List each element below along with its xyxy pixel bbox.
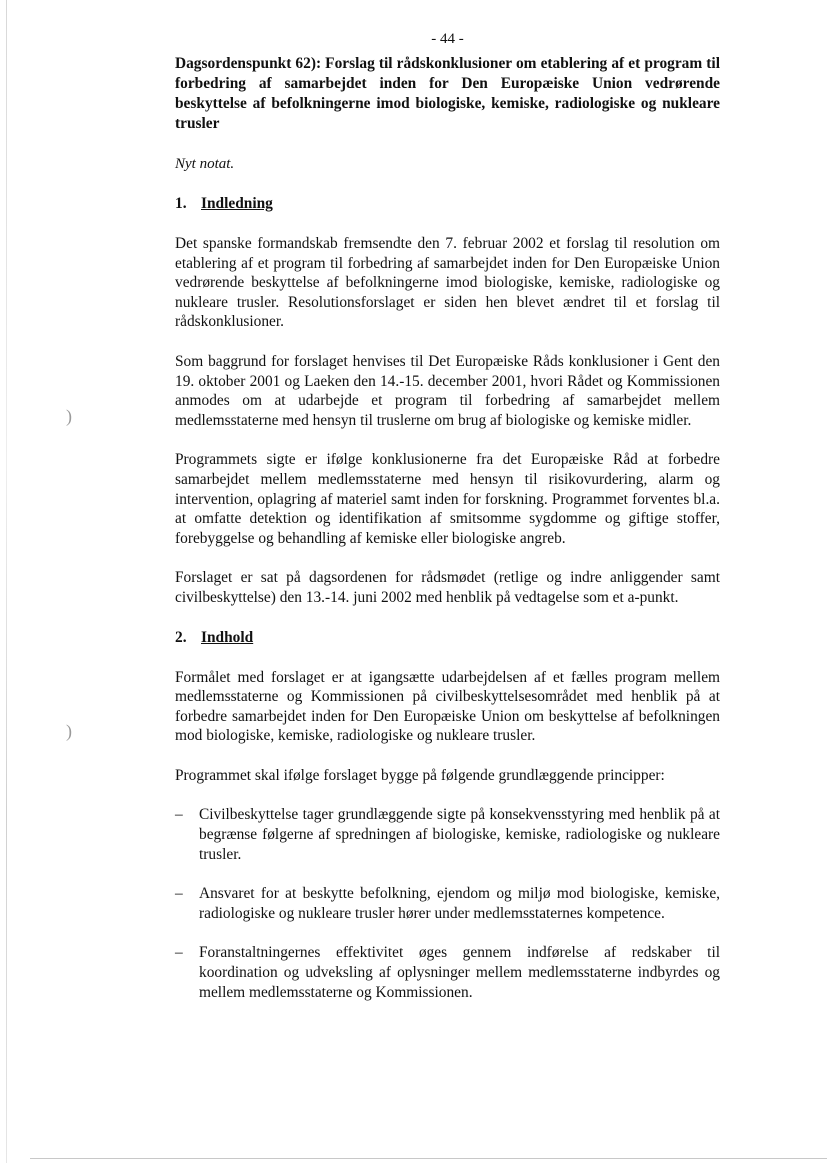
punch-hole-mark-upper: ) bbox=[66, 406, 72, 426]
document-body bbox=[175, 30, 720, 1002]
list-item-text: Foranstaltningernes effektivitet øges gennem indførelse af redskaber til koordination og udveksling af oplysninger mellem medlemsstaterne indbyrdes og mellem medlemsstaterne og Kommissionen. bbox=[199, 944, 720, 1001]
list-item bbox=[175, 943, 720, 1002]
paragraph: Forslaget er sat på dagsordenen for rådsmødet (retlige og indre anliggender samt civilbeskyttelse) den 13.-14. juni 2002 med henblik på vedtagelse som et a-punkt. bbox=[175, 569, 720, 606]
punch-hole-mark-lower: ) bbox=[66, 721, 72, 741]
agenda-item-title: Dagsordenspunkt 62): Forslag til rådskonklusioner om etablering af et program til forbedring af samarbejdet inden for Den Europæiske Union vedrørende beskyttelse af befolkningerne imod biologiske, kemiske, radiologiske og nukleare trusler bbox=[175, 55, 720, 132]
bullet-dash: – bbox=[175, 806, 183, 824]
section-introduction bbox=[175, 194, 720, 608]
section-title: Indledning bbox=[201, 195, 273, 212]
page-number: - 44 - bbox=[431, 31, 464, 47]
section-number: 2. bbox=[175, 628, 187, 646]
paragraph: Programmets sigte er ifølge konklusionerne fra det Europæiske Råd at forbedre samarbejdet mellem medlemsstaterne med hensyn til risikovurdering, alarm og intervention, oplagring af materiel samt inden for forskning. Programmet forventes bl.a. at omfatte detektion og identifikation af smitsomme sygdomme og giftige stoffer, forebyggelse og behandling af kemiske eller biologiske angreb. bbox=[175, 451, 720, 547]
paragraph: Som baggrund for forslaget henvises til Det Europæiske Råds konklusioner i Gent den 19. oktober 2001 og Laeken den 14.-15. december 2001, hvori Rådet og Kommissionen anmodes om at udarbejde et program til forbedring af samarbejdet mellem medlemsstaterne med hensyn til truslerne om brug af biologiske og kemiske midler. bbox=[175, 352, 720, 429]
section-title: Indhold bbox=[201, 628, 254, 646]
scan-left-edge bbox=[6, 0, 7, 1163]
scan-bottom-edge bbox=[30, 1158, 827, 1159]
section-heading bbox=[175, 628, 720, 648]
principles-list bbox=[175, 805, 720, 1002]
paragraph: Formålet med forslaget er at igangsætte udarbejdelsen af et fælles program mellem medlemsstaterne og Kommissionen på civilbeskyttelsesområdet med henblik på at forbedre samarbejdet inden for Den Europæiske Union om beskyttelse af befolkningen mod biologiske, kemiske, radiologiske og nukleare trusler. bbox=[175, 668, 720, 745]
paragraph: Programmet skal ifølge forslaget bygge på følgende grundlæggende principper: bbox=[175, 766, 665, 784]
section-heading bbox=[175, 194, 720, 214]
section-number: 1. bbox=[175, 195, 187, 212]
list-item-text: Ansvaret for at beskytte befolkning, ejendom og miljø mod biologiske, kemiske, radiologiske og nukleare trusler hører under medlemsstaternes kompetence. bbox=[199, 885, 720, 922]
list-item bbox=[175, 805, 720, 864]
note-label: Nyt notat. bbox=[175, 156, 235, 172]
section-content bbox=[175, 628, 720, 1003]
paragraph: Det spanske formandskab fremsendte den 7. februar 2002 et forslag til resolution om etablering af et program til forbedring af samarbejdet inden for Den Europæiske Union vedrørende beskyttelse af befolkningerne imod biologiske, kemiske, radiologiske og nukleare trusler. Resolutionsforslaget er siden hen blevet ændret til et forslag til rådskonklusioner. bbox=[175, 235, 720, 331]
list-item-text: Civilbeskyttelse tager grundlæggende sigte på konsekvensstyring med henblik på at begrænse følgerne af spredningen af biologiske, kemiske, radiologiske og nukleare trusler. bbox=[199, 806, 720, 863]
bullet-dash: – bbox=[175, 944, 183, 962]
bullet-dash: – bbox=[175, 885, 183, 903]
list-item bbox=[175, 884, 720, 923]
